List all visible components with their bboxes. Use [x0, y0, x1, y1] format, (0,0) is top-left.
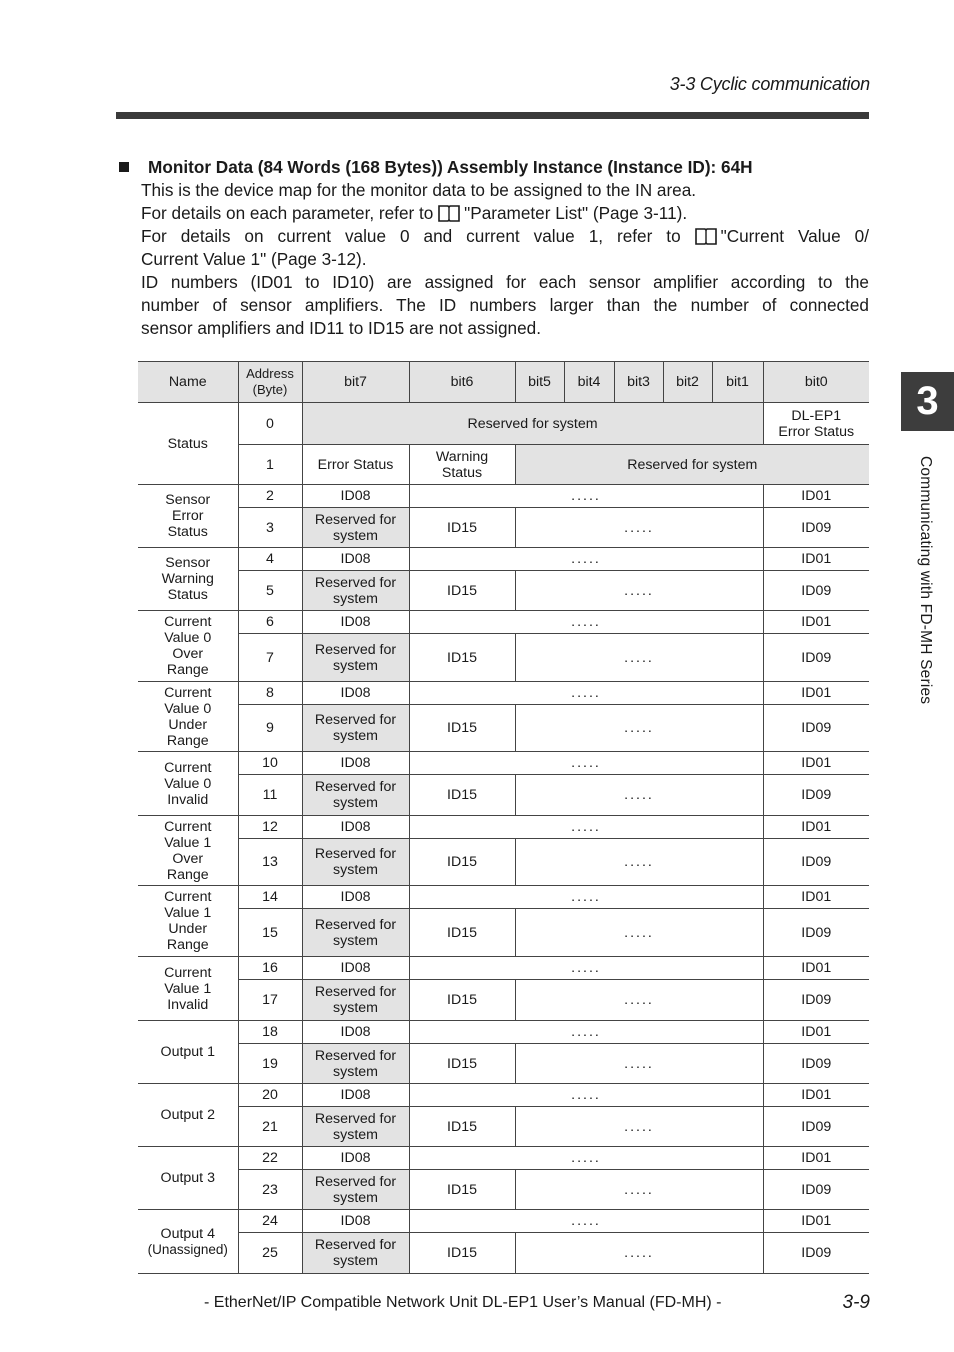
table-row — [138, 909, 869, 957]
reserved-for-system-cell — [302, 1170, 409, 1210]
group-name — [138, 611, 238, 682]
intro-line-1: This is the device map for the monitor data to be assigned to the IN area. — [141, 180, 697, 200]
group-name-line: Status — [167, 524, 208, 540]
dots-cell: ..... — [409, 886, 763, 909]
group-name-line: Output 4 — [160, 1225, 215, 1242]
group-name-line: Value 0 — [164, 630, 212, 646]
dots-cell: ..... — [409, 957, 763, 980]
table-row — [138, 508, 869, 548]
reserved-for-system-cell — [302, 909, 409, 957]
dots-cell: ..... — [515, 909, 763, 957]
address-cell: 16 — [238, 957, 302, 980]
reserved-line-2: system — [333, 590, 378, 607]
id15-cell: ID15 — [409, 980, 515, 1021]
reserved-line-1: Reserved for — [314, 984, 397, 1000]
header-address — [238, 362, 302, 403]
page-number: 3-9 — [842, 1292, 870, 1313]
dots-cell: ..... — [409, 752, 763, 775]
dots-cell: ..... — [409, 485, 763, 508]
id08-cell: ID08 — [302, 611, 409, 634]
parameter-list-reference[interactable]: "Parameter List" (Page 3-11). — [464, 203, 688, 223]
section-title-text: Monitor Data (84 Words (168 Bytes)) Assembly Instance (Instance ID): 64H — [148, 157, 753, 177]
dots-cell: ..... — [515, 705, 763, 752]
table-row — [138, 445, 869, 485]
group-name-line: Value 1 — [164, 905, 212, 921]
id08-cell: ID08 — [302, 1210, 409, 1233]
id08-cell: ID08 — [302, 816, 409, 839]
reserved-line-1: Reserved for — [314, 916, 397, 933]
group-name-line: Output 1 — [160, 1044, 215, 1060]
header-rule — [116, 112, 869, 119]
header-bit3: bit3 — [614, 362, 663, 403]
reserved-line-2: system — [333, 862, 378, 878]
reserved-for-system-cell — [302, 571, 409, 611]
address-cell: 21 — [238, 1107, 302, 1147]
id09-cell: ID09 — [763, 634, 869, 682]
group-name-line: Status — [167, 587, 208, 603]
reserved-line-1: Reserved for — [314, 1047, 397, 1064]
table-row — [138, 816, 869, 839]
group-name — [138, 485, 238, 548]
group-name-line: Over — [172, 850, 204, 867]
table-row — [138, 886, 869, 909]
reserved-for-system-cell — [302, 980, 409, 1021]
group-name-line: Invalid — [167, 791, 209, 808]
id08-cell: ID08 — [302, 548, 409, 571]
warning-status-label: Status — [441, 464, 483, 481]
reserved-line-2: system — [333, 728, 378, 744]
id08-cell: ID08 — [302, 752, 409, 775]
header-address-line-2: (Byte) — [252, 382, 288, 397]
address-cell: 15 — [238, 909, 302, 957]
table-row — [138, 1170, 869, 1210]
group-name-line: Range — [166, 732, 209, 749]
reserved-line-1: Reserved for — [314, 641, 397, 658]
dlep1-error-label: Error Status — [778, 423, 855, 440]
id15-cell: ID15 — [409, 1107, 515, 1147]
address-cell: 0 — [238, 403, 302, 445]
dots-cell: ..... — [409, 682, 763, 705]
reserved-line-2: system — [333, 1253, 378, 1269]
address-cell: 12 — [238, 816, 302, 839]
id-paragraph-line-2: number of sensor amplifiers. The ID numbers larger than the number of connected — [141, 295, 869, 315]
dots-cell: ..... — [515, 634, 763, 682]
id01-cell: ID01 — [763, 1147, 869, 1170]
table-row — [138, 403, 869, 445]
address-cell: 20 — [238, 1084, 302, 1107]
group-name-line: Invalid — [167, 996, 209, 1013]
address-cell: 14 — [238, 886, 302, 909]
id15-cell: ID15 — [409, 508, 515, 548]
table-row — [138, 611, 869, 634]
reserved-cell: Reserved for system — [515, 445, 869, 485]
address-cell: 4 — [238, 548, 302, 571]
intro-line-2 — [141, 202, 869, 225]
dots-cell: ..... — [515, 980, 763, 1021]
address-cell: 13 — [238, 839, 302, 886]
id08-cell: ID08 — [302, 682, 409, 705]
group-name-line: Value 1 — [164, 980, 212, 997]
group-name-line: Sensor — [165, 492, 211, 508]
header-bit4: bit4 — [564, 362, 614, 403]
table-row — [138, 1210, 869, 1233]
reserved-for-system-cell — [302, 839, 409, 886]
intro-paragraph — [116, 179, 869, 340]
group-name-line: Error — [171, 508, 204, 524]
table-row — [138, 682, 869, 705]
id01-cell: ID01 — [763, 816, 869, 839]
running-head: 3-3 Cyclic communication — [669, 74, 870, 94]
id01-cell: ID01 — [763, 611, 869, 634]
group-name-line: Over — [172, 646, 204, 662]
group-name-line: Range — [166, 866, 209, 883]
group-name — [138, 682, 238, 752]
table-row — [138, 839, 869, 886]
id15-cell: ID15 — [409, 634, 515, 682]
header-address-line-1: Address — [246, 366, 294, 381]
id01-cell: ID01 — [763, 957, 869, 980]
group-name-line: (Unassigned) — [147, 1241, 228, 1257]
id15-cell: ID15 — [409, 909, 515, 957]
group-name-line: Range — [166, 662, 209, 678]
reserved-line-2: system — [333, 1189, 378, 1206]
group-name-line: Under — [168, 921, 208, 937]
dots-cell: ..... — [409, 1021, 763, 1044]
id09-cell: ID09 — [763, 705, 869, 752]
id09-cell: ID09 — [763, 1044, 869, 1084]
id08-cell: ID08 — [302, 1021, 409, 1044]
id15-cell: ID15 — [409, 775, 515, 816]
table-row — [138, 775, 869, 816]
id08-cell: ID08 — [302, 957, 409, 980]
address-cell: 17 — [238, 980, 302, 1021]
intro-line-2-text: For details on each parameter, refer to — [141, 203, 434, 223]
table-row — [138, 1107, 869, 1147]
group-name-line: Range — [166, 937, 209, 953]
reserved-for-system-cell — [302, 1107, 409, 1147]
device-map-table — [138, 361, 869, 1274]
reserved-line-1: Reserved for — [314, 574, 397, 591]
id09-cell: ID09 — [763, 909, 869, 957]
id01-cell: ID01 — [763, 1084, 869, 1107]
address-cell: 5 — [238, 571, 302, 611]
table-row — [138, 1147, 869, 1170]
header-bit0: bit0 — [763, 362, 869, 403]
group-name-line: Output 2 — [160, 1107, 215, 1123]
address-cell: 11 — [238, 775, 302, 816]
group-name-line: Value 0 — [164, 775, 212, 792]
address-cell: 18 — [238, 1021, 302, 1044]
group-name — [138, 1147, 238, 1210]
address-cell: 1 — [238, 445, 302, 485]
group-name-line: Sensor — [165, 555, 211, 571]
group-name-line: Output 3 — [160, 1170, 215, 1186]
group-name — [138, 1210, 238, 1274]
intro-line-4: Current Value 1" (Page 3-12). — [141, 249, 367, 269]
book-reference-icon — [438, 204, 460, 222]
reserved-line-1: Reserved for — [314, 846, 397, 862]
header-bit5: bit5 — [515, 362, 564, 403]
section — [116, 156, 869, 340]
id01-cell: ID01 — [763, 752, 869, 775]
id09-cell: ID09 — [763, 775, 869, 816]
table-row — [138, 957, 869, 980]
reserved-line-2: system — [333, 527, 378, 544]
group-name-line: Current — [164, 964, 212, 981]
address-cell: 25 — [238, 1233, 302, 1274]
id09-cell: ID09 — [763, 508, 869, 548]
dots-cell: ..... — [515, 839, 763, 886]
dots-cell: ..... — [515, 1233, 763, 1274]
header-bit7: bit7 — [302, 362, 409, 403]
address-cell: 24 — [238, 1210, 302, 1233]
reserved-line-1: Reserved for — [314, 1110, 397, 1127]
address-cell: 7 — [238, 634, 302, 682]
id15-cell: ID15 — [409, 1233, 515, 1274]
group-name — [138, 1021, 238, 1084]
id01-cell: ID01 — [763, 682, 869, 705]
dots-cell: ..... — [515, 1170, 763, 1210]
address-cell: 3 — [238, 508, 302, 548]
id15-cell: ID15 — [409, 1044, 515, 1084]
dots-cell: ..... — [515, 1044, 763, 1084]
reserved-line-1: Reserved for — [314, 712, 397, 728]
reserved-for-system-cell — [302, 634, 409, 682]
reserved-for-system-cell — [302, 1233, 409, 1274]
error-status-cell: Error Status — [302, 445, 409, 485]
id01-cell: ID01 — [763, 886, 869, 909]
warning-status-cell — [409, 445, 515, 485]
group-name-line: Current — [164, 684, 212, 701]
id15-cell: ID15 — [409, 1170, 515, 1210]
id08-cell: ID08 — [302, 1147, 409, 1170]
id01-cell: ID01 — [763, 548, 869, 571]
table-row — [138, 571, 869, 611]
dlep1-label: DL-EP1 — [791, 407, 842, 424]
table-row — [138, 1021, 869, 1044]
id08-cell: ID08 — [302, 886, 409, 909]
reserved-for-system-cell — [302, 775, 409, 816]
dots-cell: ..... — [409, 611, 763, 634]
reserved-line-1: Reserved for — [314, 779, 397, 795]
group-name-line: Value 1 — [164, 834, 212, 851]
address-cell: 23 — [238, 1170, 302, 1210]
id09-cell: ID09 — [763, 1107, 869, 1147]
warning-label: Warning — [435, 448, 489, 465]
group-name-line: Under — [168, 716, 208, 733]
dots-cell: ..... — [409, 1210, 763, 1233]
intro-line-3 — [141, 225, 869, 248]
dots-cell: ..... — [515, 775, 763, 816]
table-row — [138, 752, 869, 775]
dlep1-error-status-cell — [763, 403, 869, 445]
chapter-tab: 3 — [901, 372, 954, 431]
table-row — [138, 1044, 869, 1084]
table-row — [138, 1233, 869, 1274]
reserved-line-2: system — [333, 1126, 378, 1143]
header-bit6: bit6 — [409, 362, 515, 403]
address-cell: 2 — [238, 485, 302, 508]
id15-cell: ID15 — [409, 571, 515, 611]
reserved-line-1: Reserved for — [314, 511, 397, 528]
id15-cell: ID15 — [409, 839, 515, 886]
reserved-line-1: Reserved for — [314, 1237, 397, 1253]
id-paragraph-line-1: ID numbers (ID01 to ID10) are assigned for each sensor amplifier according to the — [141, 272, 869, 292]
reserved-cell: Reserved for system — [302, 403, 763, 445]
group-name — [138, 957, 238, 1021]
id01-cell: ID01 — [763, 1021, 869, 1044]
group-name — [138, 548, 238, 611]
address-cell: 10 — [238, 752, 302, 775]
table-header-row — [138, 362, 869, 403]
group-name-line: Warning — [161, 571, 214, 587]
address-cell: 8 — [238, 682, 302, 705]
group-name — [138, 816, 238, 886]
reserved-line-2: system — [333, 657, 378, 674]
header-bit1: bit1 — [712, 362, 763, 403]
address-cell: 9 — [238, 705, 302, 752]
group-name-line: Value 0 — [164, 700, 212, 717]
group-name-line: Current — [164, 759, 212, 776]
address-cell: 6 — [238, 611, 302, 634]
section-title — [116, 156, 869, 179]
table-row — [138, 548, 869, 571]
table-row — [138, 1084, 869, 1107]
dots-cell: ..... — [409, 548, 763, 571]
id01-cell: ID01 — [763, 485, 869, 508]
id15-cell: ID15 — [409, 705, 515, 752]
dots-cell: ..... — [515, 508, 763, 548]
reserved-for-system-cell — [302, 1044, 409, 1084]
group-name — [138, 886, 238, 957]
table-row — [138, 634, 869, 682]
dots-cell: ..... — [515, 571, 763, 611]
footer-text: - EtherNet/IP Compatible Network Unit DL-EP1 User’s Manual (FD-MH) - — [204, 1294, 722, 1311]
dots-cell: ..... — [409, 816, 763, 839]
id08-cell: ID08 — [302, 1084, 409, 1107]
address-cell: 19 — [238, 1044, 302, 1084]
reserved-line-2: system — [333, 932, 378, 949]
id08-cell: ID08 — [302, 485, 409, 508]
dots-cell: ..... — [409, 1084, 763, 1107]
current-value-reference[interactable]: "Current Value 0/ — [720, 226, 869, 246]
id09-cell: ID09 — [763, 980, 869, 1021]
intro-line-3-text: For details on current value 0 and current value 1, refer to — [141, 226, 681, 246]
table-row — [138, 705, 869, 752]
id09-cell: ID09 — [763, 1233, 869, 1274]
chapter-side-label: Communicating with FD-MH Series — [917, 456, 934, 705]
table-row — [138, 980, 869, 1021]
reserved-line-2: system — [333, 1000, 378, 1016]
group-name — [138, 1084, 238, 1147]
id09-cell: ID09 — [763, 1170, 869, 1210]
dots-cell: ..... — [409, 1147, 763, 1170]
id09-cell: ID09 — [763, 571, 869, 611]
book-reference-icon — [695, 227, 717, 245]
reserved-for-system-cell — [302, 705, 409, 752]
group-name — [138, 752, 238, 816]
group-name-line: Current — [164, 889, 212, 905]
reserved-line-2: system — [333, 795, 378, 811]
id09-cell: ID09 — [763, 839, 869, 886]
header-name: Name — [138, 362, 238, 403]
id01-cell: ID01 — [763, 1210, 869, 1233]
dots-cell: ..... — [515, 1107, 763, 1147]
square-bullet-icon — [119, 162, 129, 172]
group-name-line: Current — [164, 614, 212, 630]
reserved-for-system-cell — [302, 508, 409, 548]
status-name: Status — [138, 403, 238, 485]
table-row — [138, 485, 869, 508]
id-paragraph-line-3: sensor amplifiers and ID11 to ID15 are not assigned. — [141, 318, 541, 338]
reserved-line-1: Reserved for — [314, 1173, 397, 1190]
reserved-line-2: system — [333, 1063, 378, 1080]
header-bit2: bit2 — [663, 362, 712, 403]
group-name-line: Current — [164, 818, 212, 835]
address-cell: 22 — [238, 1147, 302, 1170]
